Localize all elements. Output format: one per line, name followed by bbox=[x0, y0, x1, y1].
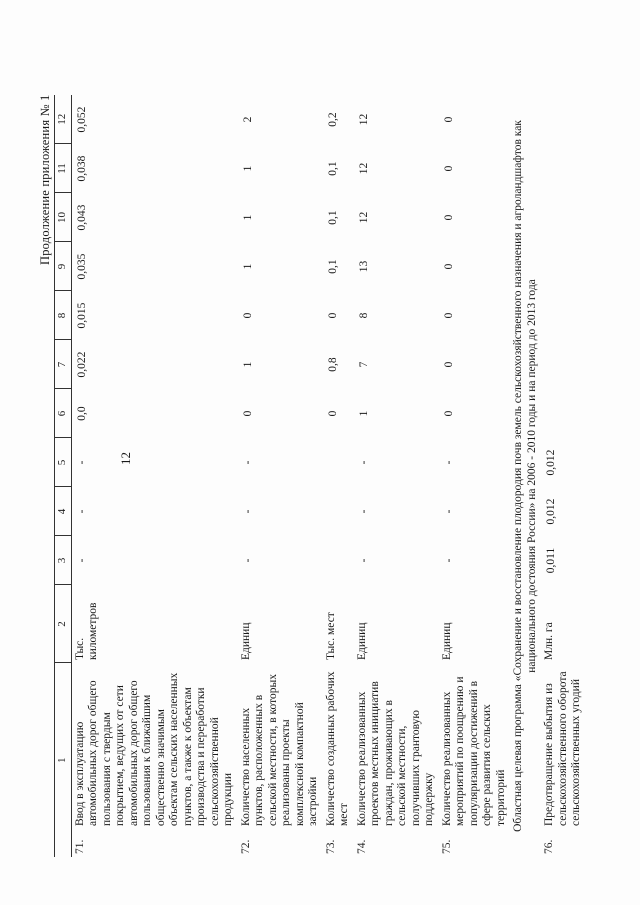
value-cell: - bbox=[442, 509, 455, 514]
unit-cell: Тыс. километров bbox=[73, 602, 99, 660]
column-header: 11 bbox=[55, 144, 72, 193]
value-cell: 0,1 bbox=[326, 161, 339, 176]
column-header: 10 bbox=[55, 193, 72, 242]
program-title: Областная целевая программа «Сохранение и восстановление плодородия почв земель сельскохозяйственного назначения и агроландшафтов как национального достояния России» на 2006 - 2010 годы и на период до 2013 года bbox=[512, 120, 538, 832]
table-row bbox=[439, 95, 511, 857]
column-header: 4 bbox=[55, 487, 72, 536]
value-cell: - bbox=[75, 509, 88, 514]
value-cell: - bbox=[357, 460, 370, 465]
value-cell: - bbox=[442, 460, 455, 465]
value-cell: 0,035 bbox=[75, 253, 88, 280]
indicator-name: Предотвращение выбытия из сельскохозяйственного оборота сельскохозяйственных угодий bbox=[543, 671, 582, 826]
value-cell: 0,8 bbox=[326, 357, 339, 372]
value-cell: 0,043 bbox=[75, 204, 88, 231]
value-cell: 1 bbox=[241, 263, 254, 270]
indicator-name: Количество населенных пунктов, расположенных в сельской местности, в которых реализованы проекты комплексной компактной застройки bbox=[239, 674, 319, 826]
table-row bbox=[71, 95, 238, 857]
column-header-row bbox=[55, 95, 72, 857]
unit-cell: Единиц bbox=[239, 622, 252, 660]
column-header: 2 bbox=[55, 585, 72, 663]
column-header: 9 bbox=[55, 242, 72, 291]
value-cell: - bbox=[241, 558, 254, 563]
value-cell: - bbox=[357, 509, 370, 514]
value-cell: 1 bbox=[241, 214, 254, 221]
unit-cell: Единиц bbox=[355, 622, 368, 660]
value-cell: 12 bbox=[357, 113, 370, 126]
continuation-note: Продолжение приложения № 1 bbox=[38, 94, 52, 265]
value-cell: 1 bbox=[241, 165, 254, 172]
value-cell: 2 bbox=[241, 116, 254, 123]
value-cell: 0,012 bbox=[545, 498, 557, 525]
value-cell: 13 bbox=[357, 260, 370, 273]
value-cell: 0,1 bbox=[326, 210, 339, 225]
value-cell: 0,052 bbox=[75, 106, 88, 133]
unit-cell: Млн. га bbox=[543, 622, 555, 660]
table-row bbox=[323, 95, 354, 857]
unit-cell: Тыс. мест bbox=[324, 612, 337, 660]
value-cell: 0 bbox=[241, 410, 254, 417]
value-cell: 0 bbox=[442, 312, 455, 319]
table-row bbox=[541, 95, 586, 857]
value-cell: 0,011 bbox=[545, 547, 557, 574]
table-row bbox=[238, 95, 323, 857]
value-cell: 0 bbox=[442, 214, 455, 221]
column-header: 7 bbox=[55, 340, 72, 389]
value-cell: - bbox=[75, 460, 88, 465]
value-cell: 1 bbox=[357, 410, 370, 417]
indicator-name: Ввод в эксплуатацию автомобильных дорог общего пользования с твердым покрытием, ведущих от сети автомобильных дорог общего пользования к ближайшим общественно значимым объектам сельских населенных пунктов, а также к объектам производства и переработки сельскохозяйственной продукции bbox=[73, 672, 234, 826]
value-cell: 12 bbox=[357, 162, 370, 175]
column-header: 5 bbox=[55, 438, 72, 487]
column-header: 8 bbox=[55, 291, 72, 340]
value-cell: 0,038 bbox=[75, 155, 88, 182]
value-cell: 0,012 bbox=[545, 449, 557, 476]
value-cell: - bbox=[442, 558, 455, 563]
value-cell: 0 bbox=[442, 165, 455, 172]
value-cell: 0 bbox=[326, 410, 339, 417]
column-header: 3 bbox=[55, 536, 72, 585]
value-cell: 0 bbox=[442, 263, 455, 270]
unit-cell: Единиц bbox=[440, 622, 453, 660]
row-number: 72. bbox=[239, 839, 252, 854]
value-cell: 0,1 bbox=[326, 259, 339, 274]
value-cell: - bbox=[241, 460, 254, 465]
row-number: 71. bbox=[73, 839, 86, 854]
value-cell: 1 bbox=[241, 361, 254, 368]
value-cell: 8 bbox=[357, 312, 370, 319]
value-cell: 0 bbox=[326, 312, 339, 319]
value-cell: - bbox=[241, 509, 254, 514]
row-number: 76. bbox=[543, 839, 555, 854]
row-number: 73. bbox=[324, 839, 337, 854]
row-number: 75. bbox=[440, 839, 453, 854]
row-number: 74. bbox=[355, 839, 368, 854]
value-cell: 0,0 bbox=[75, 406, 88, 421]
value-cell: 0 bbox=[442, 116, 455, 123]
value-cell: 0,015 bbox=[75, 302, 88, 329]
column-header: 1 bbox=[55, 663, 72, 857]
page-number: 12 bbox=[118, 452, 133, 465]
table-row bbox=[354, 95, 439, 857]
indicator-name: Количество созданных рабочих мест bbox=[324, 671, 350, 826]
value-cell: - bbox=[75, 558, 88, 563]
value-cell: - bbox=[357, 558, 370, 563]
value-cell: 0 bbox=[241, 312, 254, 319]
value-cell: 0 bbox=[442, 361, 455, 368]
column-header: 12 bbox=[55, 95, 72, 144]
column-header: 6 bbox=[55, 389, 72, 438]
program-title-row bbox=[510, 95, 541, 857]
indicator-name: Количество реализованных мероприятий по поощрению и популяризации достижений в сфере развития сельских территорий bbox=[440, 676, 507, 826]
value-cell: 7 bbox=[357, 361, 370, 368]
value-cell: 0,2 bbox=[326, 112, 339, 127]
value-cell: 0 bbox=[442, 410, 455, 417]
value-cell bbox=[323, 536, 354, 585]
value-cell bbox=[323, 438, 354, 487]
indicator-name: Количество реализованных проектов местных инициатив граждан, проживающих в сельской местности, получивших грантовую поддержку bbox=[355, 681, 435, 826]
indicator-table bbox=[54, 95, 586, 857]
value-cell: 12 bbox=[357, 211, 370, 224]
value-cell bbox=[323, 487, 354, 536]
value-cell: 0,022 bbox=[75, 351, 88, 378]
